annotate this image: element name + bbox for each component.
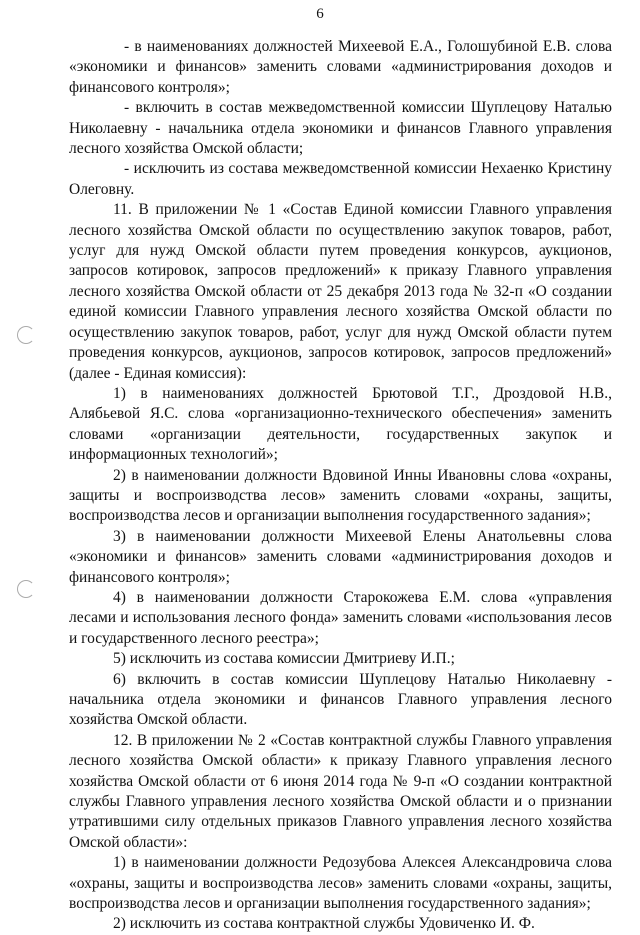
paragraph: - исключить из состава межведомственной комиссии Нехаенко Кристину Олеговну. xyxy=(69,160,612,198)
page-number: 6 xyxy=(316,6,324,22)
paragraph: 1) в наименованиях должностей Брютовой Т.Г., Дроздовой Н.В., Алябьевой Я.С. слова «организационно-технического обеспечения» заменить словами «организации деятельности, государственных закупок и информационных технологий»; xyxy=(69,384,612,464)
paragraph: 2) исключить из состава контрактной службы Удовиченко И. Ф. xyxy=(113,915,535,933)
paragraph: 12. В приложении № 2 «Состав контрактной службы Главного управления лесного хозяйства Омской области» к приказу Главного управления лесного хозяйства Омской области от 6 июня 2014 года № 9-п «О создании контрактной службы Главного управления лесного хозяйства Омской области и о признании утратившими силу отдельных приказов Главного управления лесного хозяйства Омской области»: xyxy=(69,731,612,851)
paragraph: 2) в наименовании должности Вдовиной Инны Ивановны слова «охраны, защиты и воспроизводства лесов» заменить словами «охраны, защиты, воспроизводства лесов и организации выполнения государственного задания»; xyxy=(69,466,612,525)
paragraph: 4) в наименовании должности Старокожева Е.М. слова «управления лесами и использования лесного фонда» заменить словами «использования лесов и государственного лесного реестра»; xyxy=(69,588,612,647)
paragraph: - включить в состав межведомственной комиссии Шуплецову Наталью Николаевну - начальника отдела экономики и финансов Главного управления лесного хозяйства Омской области; xyxy=(69,99,612,158)
punch-hole-mark xyxy=(17,326,35,344)
paragraph: 6) включить в состав комиссии Шуплецову Наталью Николаевну - начальника отдела экономики и финансов Главного управления лесного хозяйства Омской области. xyxy=(69,670,612,729)
paragraph: - в наименованиях должностей Михеевой Е.А., Голошубиной Е.В. слова «экономики и финансов» заменить словами «администрирования доходов и финансового контроля»; xyxy=(69,38,612,96)
paragraph: 3) в наименовании должности Михеевой Елены Анатольевны слова «экономики и финансов» заменить словами «администрирования доходов и финансового контроля»; xyxy=(69,527,612,586)
punch-hole-mark xyxy=(17,580,35,598)
paragraph: 5) исключить из состава комиссии Дмитриеву И.П.; xyxy=(113,650,455,668)
paragraph: 1) в наименовании должности Редозубова Алексея Александровича слова «охраны, защиты и воспроизводства лесов» заменить словами «охраны, защиты, воспроизводства лесов и организации выполнения государственного задания»; xyxy=(69,854,612,913)
paragraph: 11. В приложении № 1 «Состав Единой комиссии Главного управления лесного хозяйства Омской области по осуществлению закупок товаров, работ, услуг для нужд Омской области путем проведения конкурсов, аукционов, запросов котировок, запросов предложений» к приказу Главного управления лесного хозяйства Омской области от 25 декабря 2013 года № 32-п «О создании единой комиссии Главного управления лесного хозяйства Омской области по осуществлению закупок товаров, работ, услуг для нужд Омской области путем проведения конкурсов, аукционов, запросов котировок, запросов предложений» (далее - Единая комиссия): xyxy=(69,201,612,382)
document-body xyxy=(69,37,612,935)
